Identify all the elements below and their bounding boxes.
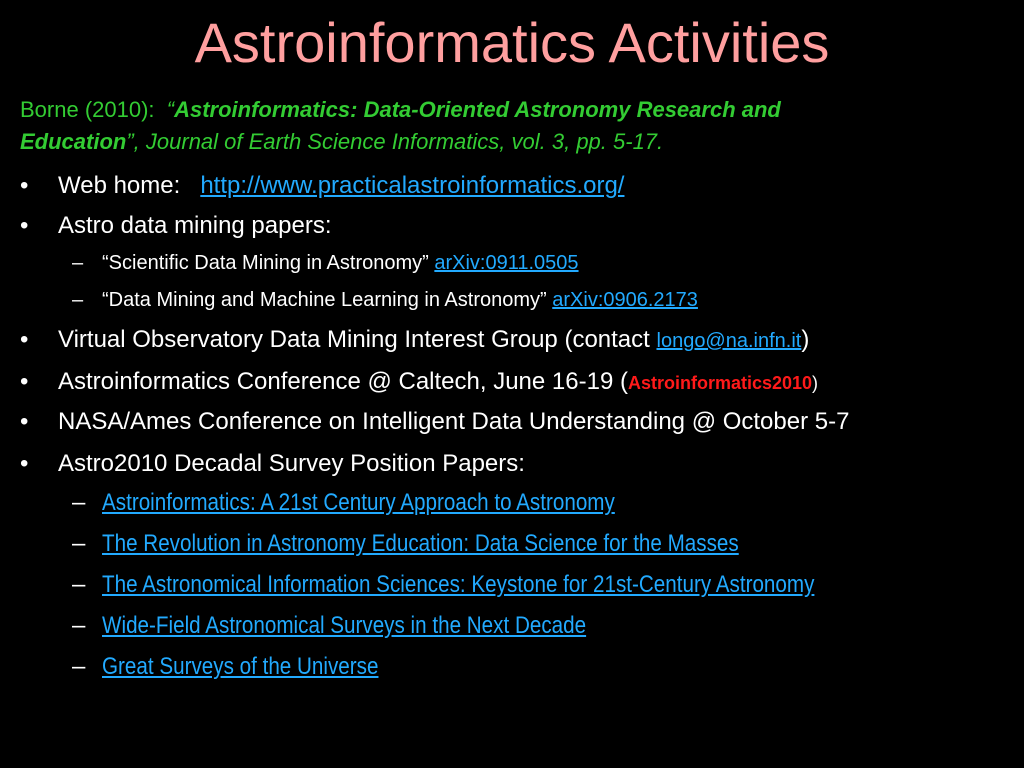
decadal-paper-3 xyxy=(72,568,930,602)
decadal-paper-1-link[interactable]: Astroinformatics: A 21st Century Approach to Astronomy xyxy=(102,489,615,516)
conference-close-paren: ) xyxy=(812,373,819,393)
decadal-paper-5-link[interactable]: Great Surveys of the Universe xyxy=(102,653,379,680)
reference-title-part2: Education xyxy=(20,129,127,154)
reference-title-part1: Astroinformatics: Data-Oriented Astronomy Research and xyxy=(174,97,781,122)
paper2-arxiv-link[interactable]: arXiv:0906.2173 xyxy=(552,289,698,311)
list-item-conference xyxy=(20,364,818,401)
dash-icon: – xyxy=(72,489,86,516)
reference-journal: ”, Journal of Earth Science Informatics, vol. 3, pp. 5-17. xyxy=(126,129,664,154)
sub-item-paper-1 xyxy=(72,248,579,278)
dash-icon: – xyxy=(72,653,86,680)
sub-item-paper-2 xyxy=(72,285,698,315)
list-item-decadal xyxy=(20,446,525,482)
bullet-icon: • xyxy=(20,212,29,239)
dash-icon: – xyxy=(72,530,86,557)
vo-email-link[interactable]: longo@na.infn.it xyxy=(656,330,802,352)
bullet-icon: • xyxy=(20,172,29,199)
paper1-arxiv-link[interactable]: arXiv:0911.0505 xyxy=(434,252,579,274)
decadal-paper-4 xyxy=(72,609,665,643)
dash-icon: – xyxy=(72,252,84,274)
reference-author: Borne (2010): xyxy=(20,97,155,122)
decadal-paper-3-link[interactable]: The Astronomical Information Sciences: Keystone for 21st-Century Astronomy xyxy=(102,571,815,598)
bullet-icon: • xyxy=(20,450,29,477)
reference-open-quote: “ xyxy=(166,97,175,122)
paper1-title: “Scientific Data Mining in Astronomy” xyxy=(102,252,429,274)
list-item-web-home xyxy=(20,168,624,204)
paper2-title: “Data Mining and Machine Learning in Astronomy” xyxy=(102,289,547,311)
decadal-paper-4-link[interactable]: Wide-Field Astronomical Surveys in the Next Decade xyxy=(102,612,587,639)
decadal-paper-1 xyxy=(72,486,698,520)
list-item-vo-group xyxy=(20,322,809,359)
list-item-nasa-ames xyxy=(20,404,849,440)
decadal-label: Astro2010 Decadal Survey Position Papers: xyxy=(58,450,525,477)
bullet-icon: • xyxy=(20,368,29,395)
reference-citation xyxy=(20,94,1015,158)
decadal-paper-2 xyxy=(72,527,842,561)
bullet-icon: • xyxy=(20,326,29,353)
astro-papers-label: Astro data mining papers: xyxy=(58,212,332,239)
web-home-link[interactable]: http://www.practicalastroinformatics.org/ xyxy=(200,172,625,199)
web-home-label: Web home: xyxy=(58,172,181,199)
conference-text: Astroinformatics Conference @ Caltech, June 16-19 ( xyxy=(58,368,628,395)
conference-highlight: Astroinformatics2010 xyxy=(627,373,813,393)
bullet-icon: • xyxy=(20,408,29,435)
dash-icon: – xyxy=(72,289,84,311)
nasa-ames-text: NASA/Ames Conference on Intelligent Data Understanding @ October 5-7 xyxy=(58,408,850,435)
vo-close-paren: ) xyxy=(801,326,810,353)
decadal-paper-5 xyxy=(72,650,423,684)
decadal-paper-2-link[interactable]: The Revolution in Astronomy Education: Data Science for the Masses xyxy=(102,530,739,557)
dash-icon: – xyxy=(72,612,86,639)
list-item-astro-papers xyxy=(20,208,331,244)
vo-text: Virtual Observatory Data Mining Interest Group (contact xyxy=(58,326,650,353)
dash-icon: – xyxy=(72,571,86,598)
slide-title: Astroinformatics Activities xyxy=(194,11,830,74)
